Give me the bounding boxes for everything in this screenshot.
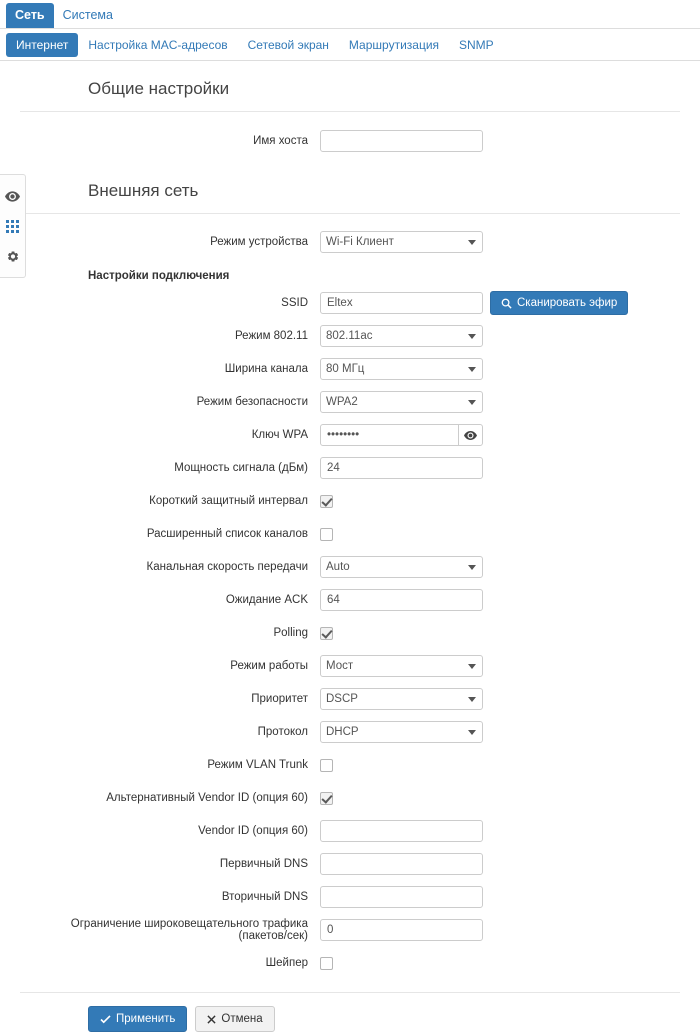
top-navigation [0, 0, 700, 29]
alt-vendor-id-checkbox[interactable] [320, 792, 333, 805]
field-row-protocol [20, 717, 680, 747]
work-mode-select[interactable] [320, 655, 483, 677]
field-row-wpa-key [20, 420, 680, 450]
gear-icon[interactable] [0, 241, 25, 271]
broadcast-limit-label: Ограничение широковещательного трафика (пакетов/сек) [70, 918, 308, 942]
short-gi-label: Короткий защитный интервал [149, 495, 308, 507]
sub-tab-snmp[interactable]: SNMP [459, 37, 494, 52]
wan-settings-title: Внешняя сеть [88, 181, 199, 200]
protocol-label: Протокол [257, 726, 308, 738]
mode-80211-label: Режим 802.11 [235, 330, 308, 342]
top-tab-network[interactable]: Сеть [6, 3, 54, 28]
scan-air-button-label: Сканировать эфир [517, 297, 618, 309]
dns-secondary-input[interactable] [320, 886, 483, 908]
cancel-button[interactable] [195, 1006, 274, 1032]
dns-secondary-label: Вторичный DNS [221, 891, 308, 903]
search-icon [501, 298, 512, 309]
field-row-mode-80211 [20, 321, 680, 351]
field-row-work-mode [20, 651, 680, 681]
signal-power-label: Мощность сигнала (дБм) [174, 462, 308, 474]
dns-primary-label: Первичный DNS [219, 858, 308, 870]
polling-label: Polling [273, 627, 308, 639]
field-row-dns-secondary [20, 882, 680, 912]
hostname-input[interactable] [320, 130, 483, 152]
connection-settings-title: Настройки подключения [88, 270, 230, 282]
general-settings-title: Общие настройки [88, 79, 230, 98]
broadcast-limit-input[interactable] [320, 919, 483, 941]
field-row-vlan-trunk [20, 750, 680, 780]
field-row-alt-vendor-id [20, 783, 680, 813]
divider [20, 111, 680, 112]
ssid-label: SSID [281, 297, 308, 309]
grid-icon[interactable] [0, 211, 25, 241]
field-row-ssid [20, 288, 680, 318]
priority-select[interactable] [320, 688, 483, 710]
field-row-vendor-id [20, 816, 680, 846]
apply-button-label: Применить [116, 1013, 176, 1025]
wpa-key-label: Ключ WPA [251, 429, 308, 441]
left-toolbar [0, 174, 26, 278]
field-row-extended-channels [20, 519, 680, 549]
device-mode-label: Режим устройства [210, 236, 308, 248]
ack-timeout-label: Ожидание ACK [225, 594, 308, 606]
channel-width-select[interactable] [320, 358, 483, 380]
protocol-select[interactable] [320, 721, 483, 743]
hostname-label: Имя хоста [253, 135, 308, 147]
device-mode-select[interactable] [320, 231, 483, 253]
divider [20, 213, 680, 214]
vendor-id-input[interactable] [320, 820, 483, 842]
short-gi-checkbox[interactable] [320, 495, 333, 508]
field-row-ack-timeout [20, 585, 680, 615]
field-row-security-mode [20, 387, 680, 417]
vlan-trunk-checkbox[interactable] [320, 759, 333, 772]
mode-80211-select[interactable] [320, 325, 483, 347]
form-footer [20, 992, 680, 1032]
show-password-eye-icon[interactable] [458, 425, 482, 445]
field-row-shaper [20, 948, 680, 978]
sub-tab-routing[interactable]: Маршрутизация [348, 37, 440, 52]
top-tab-system[interactable]: Система [62, 8, 113, 22]
field-row-hostname [20, 126, 680, 156]
sub-tab-mac-settings[interactable]: Настройка MAC-адресов [88, 37, 228, 52]
field-row-signal-power [20, 453, 680, 483]
vlan-trunk-label: Режим VLAN Trunk [207, 759, 308, 771]
field-row-priority [20, 684, 680, 714]
field-row-dns-primary [20, 849, 680, 879]
priority-label: Приоритет [251, 693, 308, 705]
vendor-id-label: Vendor ID (опция 60) [198, 825, 308, 837]
security-mode-select[interactable] [320, 391, 483, 413]
field-row-short-gi [20, 486, 680, 516]
work-mode-label: Режим работы [230, 660, 308, 672]
sub-tab-internet[interactable]: Интернет [6, 33, 78, 57]
extended-channels-label: Расширенный список каналов [146, 528, 308, 540]
signal-power-input[interactable] [320, 457, 483, 479]
main-content [0, 61, 700, 1032]
cancel-button-label: Отмена [221, 1013, 263, 1025]
field-row-data-rate [20, 552, 680, 582]
apply-button[interactable] [88, 1006, 187, 1032]
channel-width-label: Ширина канала [224, 363, 308, 375]
alt-vendor-id-label: Альтернативный Vendor ID (опция 60) [106, 792, 308, 804]
sub-tab-firewall[interactable]: Сетевой экран [247, 37, 329, 52]
field-row-channel-width [20, 354, 680, 384]
shaper-label: Шейпер [265, 957, 308, 969]
security-mode-label: Режим безопасности [196, 396, 308, 408]
ssid-input[interactable] [320, 292, 483, 314]
ack-timeout-input[interactable] [320, 589, 483, 611]
extended-channels-checkbox[interactable] [320, 528, 333, 541]
check-icon [100, 1015, 111, 1024]
field-row-polling [20, 618, 680, 648]
shaper-checkbox[interactable] [320, 957, 333, 970]
data-rate-select[interactable] [320, 556, 483, 578]
data-rate-label: Канальная скорость передачи [146, 561, 308, 573]
eye-icon[interactable] [0, 181, 25, 211]
close-icon [207, 1015, 216, 1024]
dns-primary-input[interactable] [320, 853, 483, 875]
sub-navigation [0, 29, 700, 61]
polling-checkbox[interactable] [320, 627, 333, 640]
field-row-broadcast-limit [20, 915, 680, 945]
scan-air-button[interactable] [490, 291, 628, 315]
field-row-device-mode [20, 227, 680, 257]
